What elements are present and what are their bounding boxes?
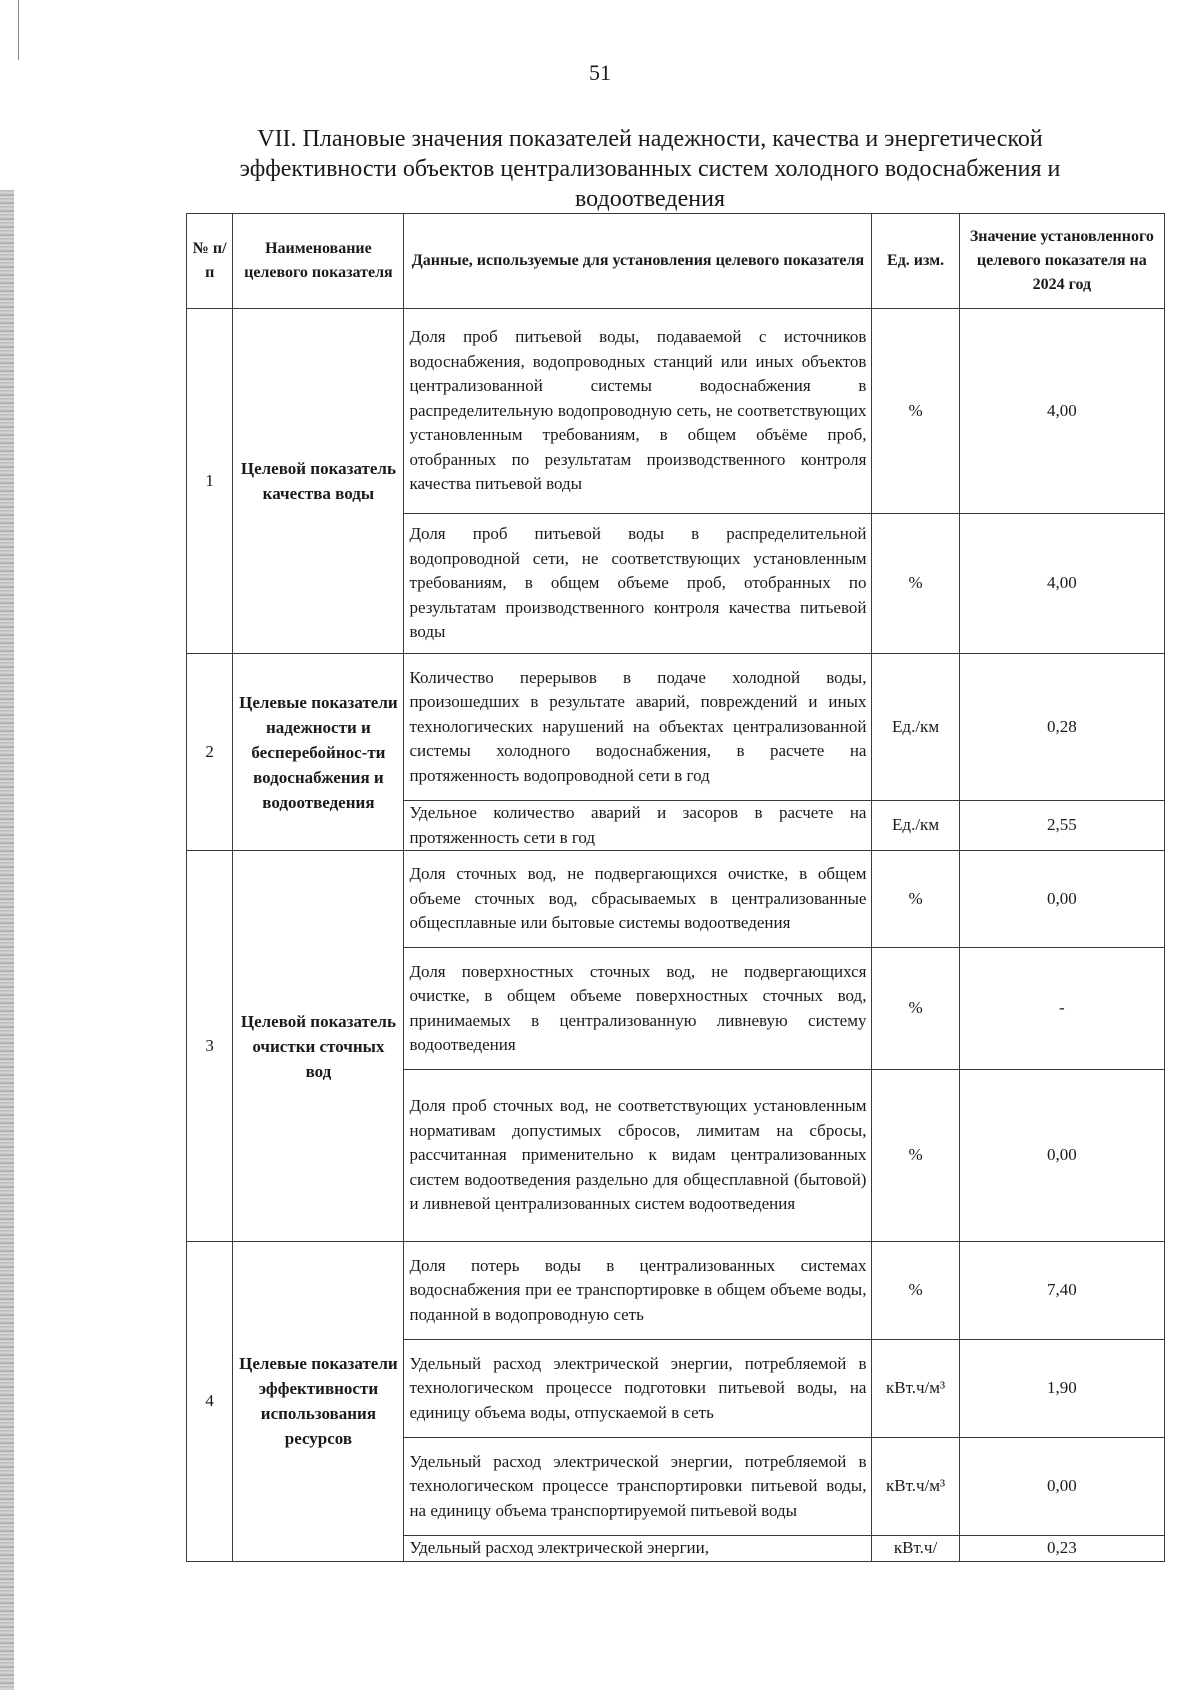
unit-cell: кВт.ч/ (872, 1536, 959, 1562)
value-cell: 0,28 (959, 654, 1164, 801)
value-cell: 0,00 (959, 1438, 1164, 1536)
scan-edge-artifact (0, 190, 14, 1690)
unit-cell: % (872, 1070, 959, 1242)
indicator-data: Доля проб питьевой воды в распределительной водопроводной сети, не соответствующих установленным требованиям, в общем объеме проб, отобранных по результатам производственного контроля качества питьевой воды (404, 514, 872, 654)
indicator-data: Доля сточных вод, не подвергающихся очистке, в общем объеме сточных вод, сбрасываемых в централизованные общесплавные или бытовые системы водоотведения (404, 851, 872, 948)
table-row (187, 309, 1165, 514)
unit-cell: кВт.ч/м³ (872, 1340, 959, 1438)
unit-cell: % (872, 309, 959, 514)
value-cell: 7,40 (959, 1242, 1164, 1340)
value-cell: 1,90 (959, 1340, 1164, 1438)
value-cell: 0,00 (959, 1070, 1164, 1242)
indicator-data: Удельное количество аварий и засоров в расчете на протяженность сети в год (404, 801, 872, 851)
value-cell: 2,55 (959, 801, 1164, 851)
header-unit: Ед. изм. (872, 214, 959, 309)
header-name: Наименование целевого показателя (233, 214, 404, 309)
section-title: VII. Плановые значения показателей надежности, качества и энергетической эффективности объектов централизованных систем холодного водоснабжения и водоотведения (239, 126, 1061, 212)
indicator-data: Удельный расход электрической энергии, потребляемой в технологическом процессе подготовки питьевой воды, на единицу объема воды, отпускаемой в сеть (404, 1340, 872, 1438)
page-number: 51 (589, 60, 611, 85)
value-cell: 0,00 (959, 851, 1164, 948)
value-cell: 4,00 (959, 514, 1164, 654)
row-number: 1 (187, 309, 233, 654)
indicator-name: Целевой показатель качества воды (233, 309, 404, 654)
indicator-name: Целевой показатель очистки сточных вод (233, 851, 404, 1242)
indicator-data: Доля проб сточных вод, не соответствующих установленным нормативам допустимых сбросов, лимитам на сбросы, рассчитанная применительно к видам централизованных систем водоотведения раздельно для общесплавной (бытовой) и ливневой централизованных систем водоотведения (404, 1070, 872, 1242)
unit-cell: % (872, 1242, 959, 1340)
value-cell: 4,00 (959, 309, 1164, 514)
unit-cell: Ед./км (872, 801, 959, 851)
unit-cell: % (872, 948, 959, 1070)
scan-tick-artifact (18, 0, 19, 60)
indicator-data: Доля поверхностных сточных вод, не подвергающихся очистке, в общем объеме поверхностных сточных вод, принимаемых в централизованную ливневую систему водоотведения (404, 948, 872, 1070)
indicator-data: Доля проб питьевой воды, подаваемой с источников водоснабжения, водопроводных станций или иных объектов централизованной системы водоснабжения в распределительную водопроводную сеть, не соответствующих установленным требованиям, в общем объёме проб, отобранных по результатам производственного контроля качества питьевой воды (404, 309, 872, 514)
header-value: Значение установленного целевого показателя на 2024 год (959, 214, 1164, 309)
unit-cell: кВт.ч/м³ (872, 1438, 959, 1536)
header-data: Данные, используемые для установления целевого показателя (404, 214, 872, 309)
table-header-row (187, 214, 1165, 309)
header-num: № п/п (187, 214, 233, 309)
table-row (187, 1242, 1165, 1340)
indicator-data: Количество перерывов в подаче холодной воды, произошедших в результате аварий, повреждений и иных технологических нарушений на объектах централизованной системы холодного водоснабжения, в расчете на протяженность водопроводной сети в год (404, 654, 872, 801)
unit-cell: % (872, 514, 959, 654)
unit-cell: % (872, 851, 959, 948)
value-cell: - (959, 948, 1164, 1070)
row-number: 4 (187, 1242, 233, 1562)
unit-cell: Ед./км (872, 654, 959, 801)
indicators-table (186, 213, 1165, 1562)
indicator-name: Целевые показатели эффективности использования ресурсов (233, 1242, 404, 1562)
indicator-name: Целевые показатели надежности и бесперебойнос-ти водоснабжения и водоотведения (233, 654, 404, 851)
indicator-data: Доля потерь воды в централизованных системах водоснабжения при ее транспортировке в общем объеме воды, поданной в водопроводную сеть (404, 1242, 872, 1340)
table-row (187, 654, 1165, 801)
indicator-data: Удельный расход электрической энергии, потребляемой в технологическом процессе транспортировки питьевой воды, на единицу объема транспортируемой питьевой воды (404, 1438, 872, 1536)
table-row (187, 851, 1165, 948)
indicator-data: Удельный расход электрической энергии, (404, 1536, 872, 1562)
row-number: 2 (187, 654, 233, 851)
value-cell: 0,23 (959, 1536, 1164, 1562)
row-number: 3 (187, 851, 233, 1242)
